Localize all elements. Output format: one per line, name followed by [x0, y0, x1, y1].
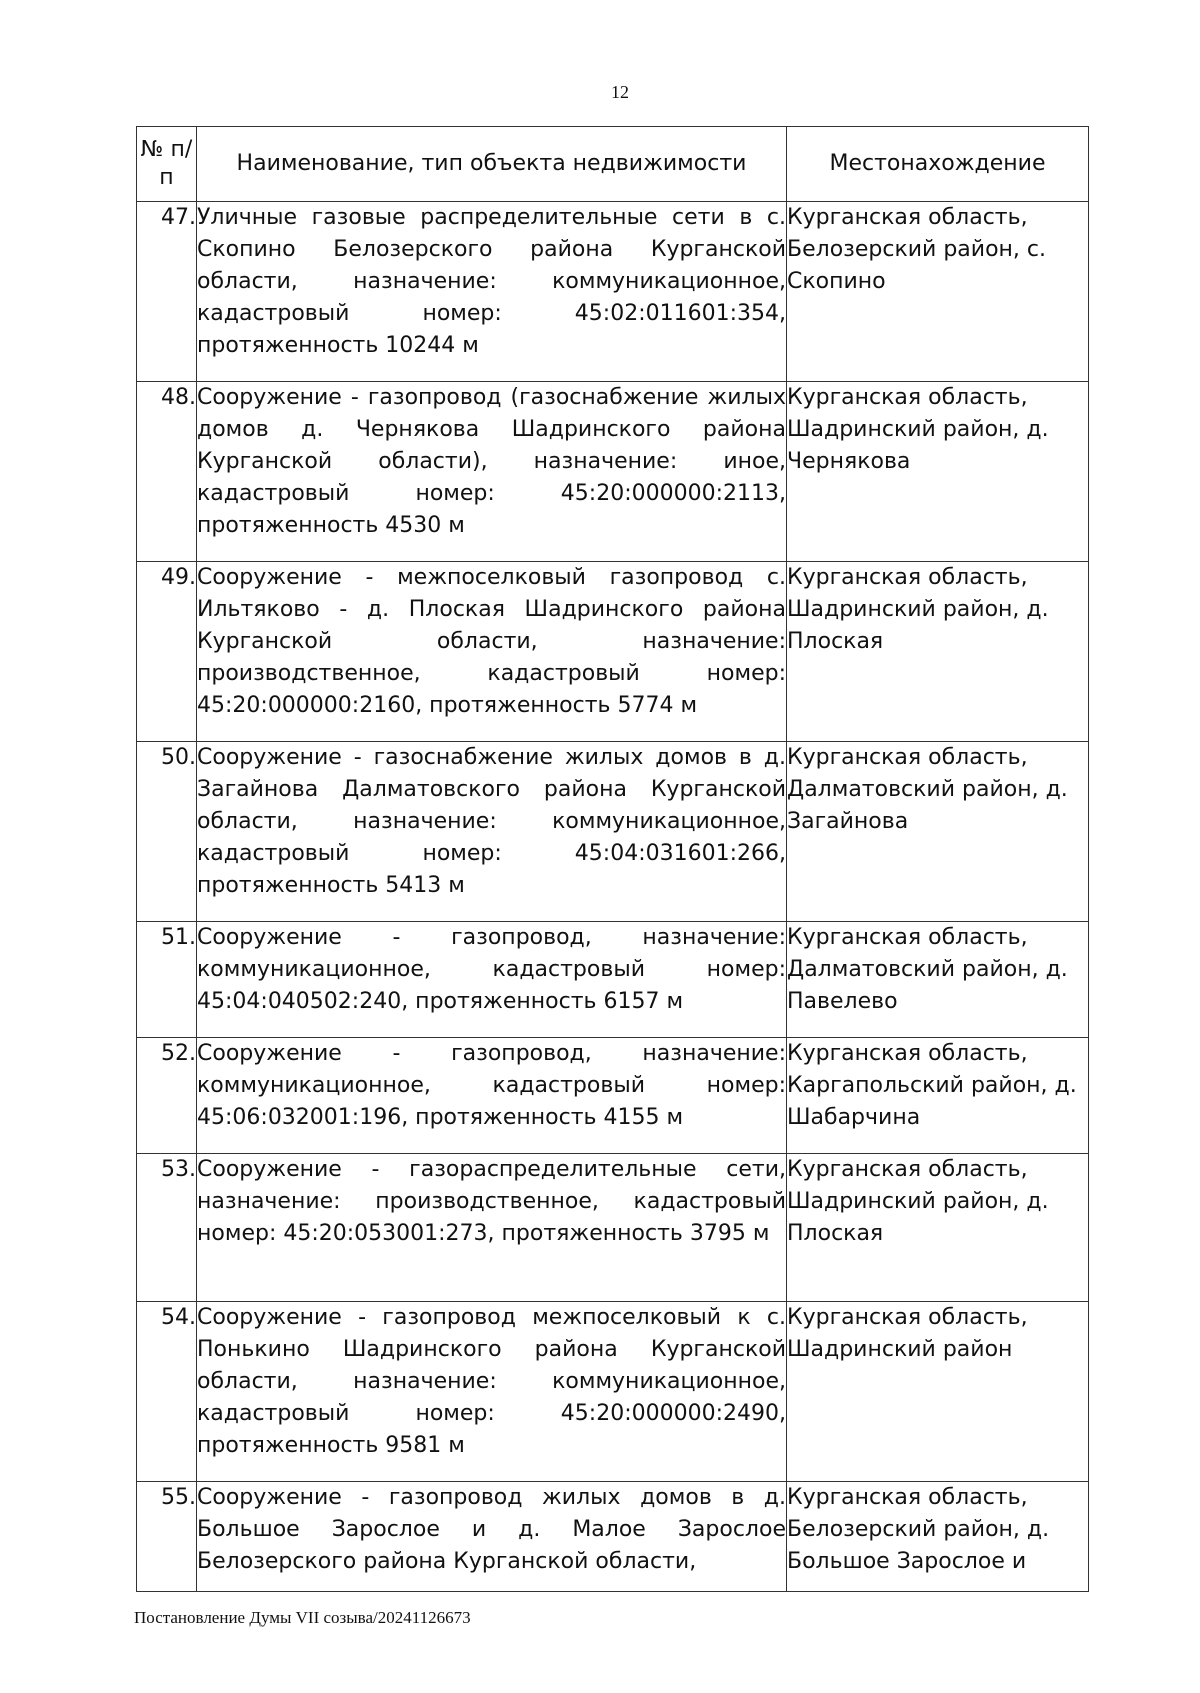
header-location: Местонахождение [787, 127, 1089, 202]
page-number: 12 [611, 82, 629, 102]
row-number: 53. [137, 1154, 197, 1302]
row-number: 49. [137, 562, 197, 742]
row-number: 47. [137, 202, 197, 382]
row-location: Курганская область, Шадринский район, д. Чернякова [787, 382, 1089, 562]
row-name: Сооружение - межпоселковый газопровод с. Ильтяково - д. Плоская Шадринского района Курганской области, назначение: производственное, кадастровый номер: 45:20:000000:2160, протяженность 5774 м [197, 562, 787, 742]
property-table [136, 126, 1089, 1592]
row-name: Сооружение - газопровод жилых домов в д. Большое Зарослое и д. Малое Зарослое Белозерского района Курганской области, [197, 1482, 787, 1592]
row-number: 52. [137, 1038, 197, 1154]
row-number: 51. [137, 922, 197, 1038]
row-name: Сооружение - газопровод, назначение: коммуникационное, кадастровый номер: 45:04:040502:240, протяженность 6157 м [197, 922, 787, 1038]
row-name: Сооружение - газопровод межпоселковый к с. Понькино Шадринского района Курганской области, назначение: коммуникационное, кадастровый номер: 45:20:000000:2490, протяженность 9581 м [197, 1302, 787, 1482]
table-row [137, 562, 1089, 742]
row-location: Курганская область, Белозерский район, с. Скопино [787, 202, 1089, 382]
row-name: Сооружение - газопровод (газоснабжение жилых домов д. Чернякова Шадринского района Курганской области), назначение: иное, кадастровый номер: 45:20:000000:2113, протяженность 4530 м [197, 382, 787, 562]
row-name: Сооружение - газораспределительные сети, назначение: производственное, кадастровый номер: 45:20:053001:273, протяженность 3795 м [197, 1154, 787, 1302]
row-number: 50. [137, 742, 197, 922]
row-name: Сооружение - газопровод, назначение: коммуникационное, кадастровый номер: 45:06:032001:196, протяженность 4155 м [197, 1038, 787, 1154]
table-row [137, 202, 1089, 382]
table-row [137, 1154, 1089, 1302]
row-location: Курганская область, Шадринский район [787, 1302, 1089, 1482]
table-row [137, 1038, 1089, 1154]
row-location: Курганская область, Шадринский район, д. Плоская [787, 1154, 1089, 1302]
row-location: Курганская область, Шадринский район, д. Плоская [787, 562, 1089, 742]
row-number: 54. [137, 1302, 197, 1482]
row-location: Курганская область, Каргапольский район, д. Шабарчина [787, 1038, 1089, 1154]
row-location: Курганская область, Далматовский район, д. Загайнова [787, 742, 1089, 922]
document-footer: Постановление Думы VII созыва/20241126673 [134, 1608, 471, 1627]
header-name: Наименование, тип объекта недвижимости [197, 127, 787, 202]
row-number: 55. [137, 1482, 197, 1592]
row-number: 48. [137, 382, 197, 562]
table-header-row [137, 127, 1089, 202]
table-row [137, 922, 1089, 1038]
row-name: Сооружение - газоснабжение жилых домов в д. Загайнова Далматовского района Курганской области, назначение: коммуникационное, кадастровый номер: 45:04:031601:266, протяженность 5413 м [197, 742, 787, 922]
row-location: Курганская область, Далматовский район, д. Павелево [787, 922, 1089, 1038]
row-location: Курганская область, Белозерский район, д. Большое Зарослое и [787, 1482, 1089, 1592]
table-row [137, 1482, 1089, 1592]
row-name: Уличные газовые распределительные сети в с. Скопино Белозерского района Курганской области, назначение: коммуникационное, кадастровый номер: 45:02:011601:354, протяженность 10244 м [197, 202, 787, 382]
table-row [137, 1302, 1089, 1482]
header-number: № п/п [137, 127, 197, 202]
table-row [137, 742, 1089, 922]
table-row [137, 382, 1089, 562]
